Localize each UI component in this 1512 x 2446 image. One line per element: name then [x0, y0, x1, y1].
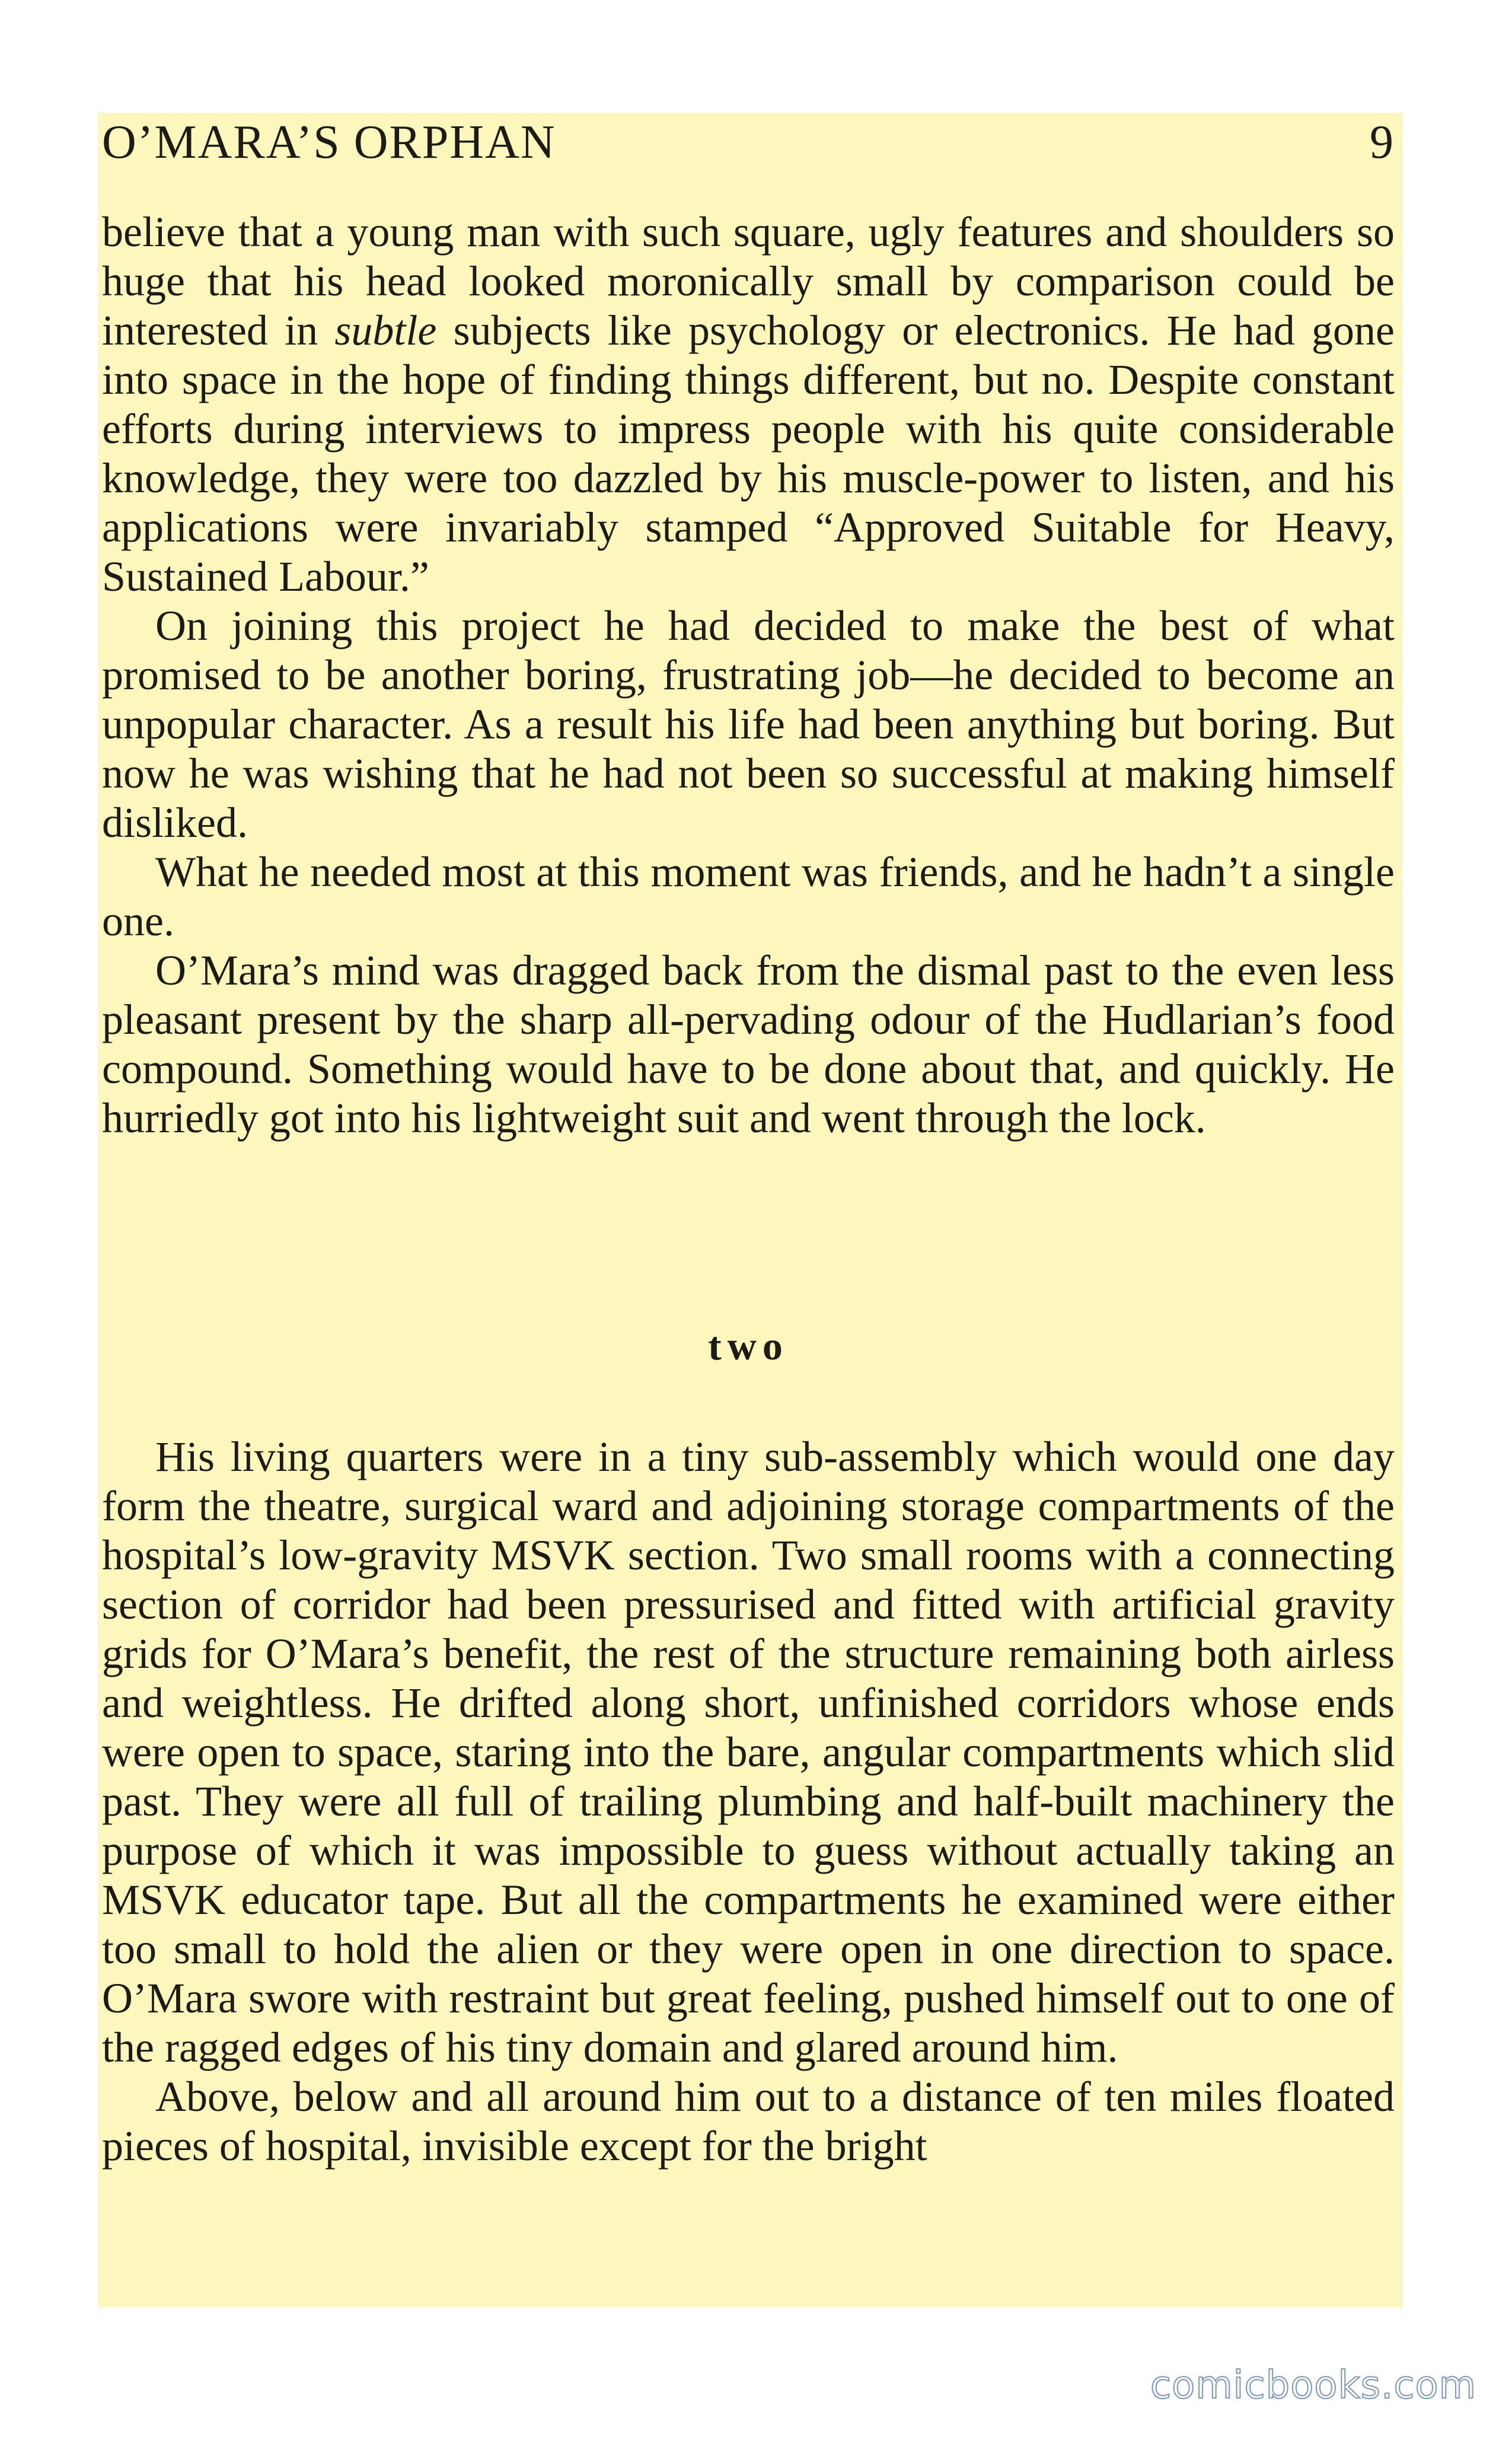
- section-two-text: [102, 1432, 1395, 2171]
- running-header: [102, 113, 1395, 172]
- watermark: comicbooks.com: [1150, 2364, 1476, 2407]
- emphasis-word: subtle: [334, 307, 437, 354]
- paragraph: Above, below and all around him out to a distance of ten miles floated pieces of hospital, invisible except for the bright: [102, 2073, 1395, 2170]
- paragraph: His living quarters were in a tiny sub-assembly which would one day form the theatre, surgical ward and adjoining storage compartments of the hospital’s low-gravity MSVK section. Two small rooms with a connecting section of corridor had been pressurised and fitted with artificial gravity grids for O’Mara’s benefit, the rest of the structure remaining both airless and weightless. He drifted along short, unfinished corridors whose ends were open to space, staring into the bare, angular compartments which slid past. They were all full of trailing plumbing and half-built machinery the purpose of which it was impossible to guess without actually taking an MSVK educator tape. But all the compartments he examined were either too small to hold the alien or they were open in one direction to space. O’Mara swore with restraint but great feeling, pushed himself out to one of the ragged edges of his tiny domain and glared around him.: [102, 1433, 1395, 2071]
- paragraph-text: believe that a young man with such square, ugly features and shoulders so huge that his head looked moronically small by comparison could be interested in: [102, 208, 1395, 354]
- paragraph: On joining this project he had decided to make the best of what promised to be another boring, frustrating job—he decided to become an unpopular character. As a result his life had been anything but boring. But now he was wishing that he had not been so successful at making himself disliked.: [102, 602, 1395, 846]
- paragraph-text: subjects like psychology or electronics. He had gone into space in the hope of finding things different, but no. Despite constant efforts during interviews to impress people with his quite considerable knowledge, they were too dazzled by his muscle-power to listen, and his applications were invariably stamped “Approved Suitable for Heavy, Sustained Labour.”: [102, 307, 1395, 600]
- page-number: 9: [1370, 116, 1395, 168]
- section-one-text: [102, 208, 1395, 1143]
- paragraph: O’Mara’s mind was dragged back from the dismal past to the even less pleasant present by the sharp all-pervading odour of the Hudlarian’s food compound. Something would have to be done about that, and quickly. He hurriedly got into his lightweight suit and went through the lock.: [102, 947, 1395, 1142]
- paragraph: What he needed most at this moment was friends, and he hadn’t a single one.: [102, 848, 1395, 945]
- running-title: O’MARA’S ORPHAN: [102, 116, 556, 168]
- paragraph: [102, 208, 1395, 601]
- chapter-heading: two: [708, 1323, 789, 1368]
